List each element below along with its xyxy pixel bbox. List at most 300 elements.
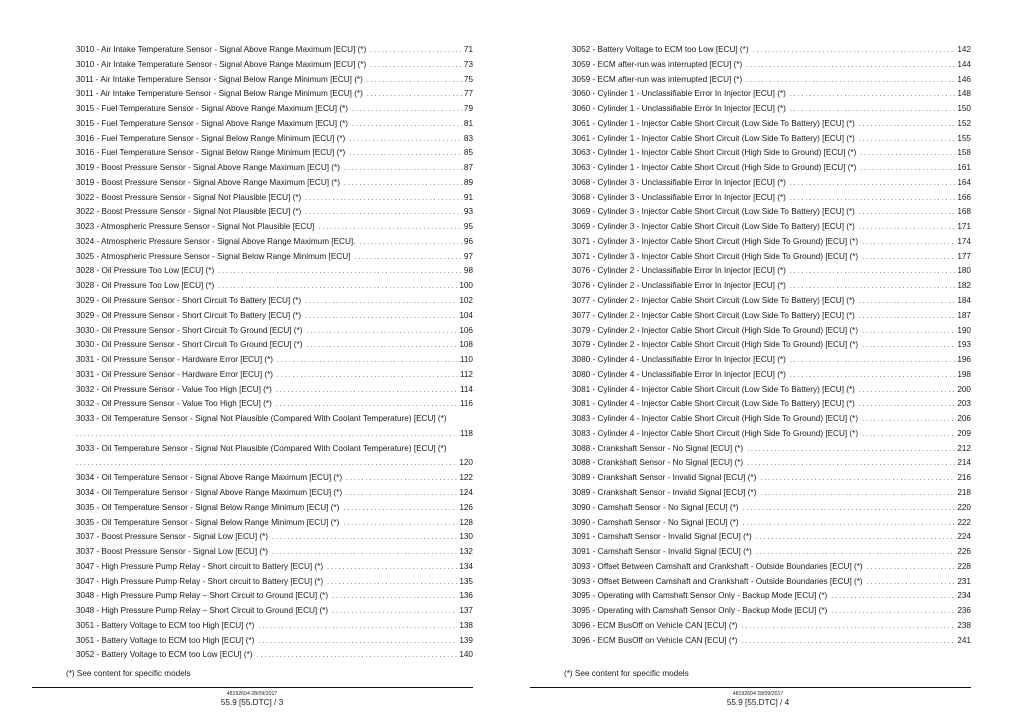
toc-entry[interactable] [76, 353, 473, 368]
entry-page-number: 120 [459, 458, 473, 468]
dot-leader [859, 309, 955, 324]
entry-title: 3059 - ECM after-run was interrupted [ECU] (*) [572, 59, 743, 69]
toc-entry[interactable] [572, 205, 971, 220]
entry-page-number: 224 [957, 532, 971, 542]
entry-title: 3063 - Cylinder 1 - Injector Cable Short Circuit (High Side to Ground) [ECU] (*) [572, 148, 857, 158]
entry-page-number: 102 [459, 296, 473, 306]
entry-page-number: 124 [459, 488, 473, 497]
toc-entry[interactable] [572, 117, 971, 132]
entry-page-number: 187 [957, 310, 971, 320]
entry-title: 3028 - Oil Pressure Too Low [ECU] (*) [76, 266, 215, 276]
dot-leader [859, 205, 955, 220]
page-label: 55.9 [55.DTC] / 3 [220, 698, 284, 707]
entry-page-number: 148 [957, 89, 971, 99]
entry-title: 3081 - Cylinder 4 - Injector Cable Short Circuit (Low Side To Battery) [ECU] (*) [572, 399, 855, 409]
footnote: (*) See content for specific models [66, 669, 191, 678]
toc-entry[interactable] [572, 338, 971, 353]
entry-title: 3095 - Operating with Camshaft Sensor Only - Backup Mode [ECU] (*) [572, 606, 828, 616]
entry-title: 3034 - Oil Temperature Sensor - Signal Above Range Maximum [ECU] (*) [76, 473, 343, 483]
entry-page-number: 77 [463, 89, 473, 99]
dot-leader [862, 250, 955, 265]
toc-entry[interactable] [572, 102, 971, 117]
toc-entry[interactable] [76, 383, 473, 398]
toc-entry[interactable] [572, 73, 971, 88]
entry-page-number: 96 [463, 236, 473, 246]
toc-entry[interactable] [76, 560, 473, 575]
entry-title: 3068 - Cylinder 3 - Unclassifiable Error In Injector [ECU] (*) [572, 177, 786, 187]
dot-leader [831, 604, 955, 619]
dot-leader [859, 294, 955, 309]
entry-title: 3052 - Battery Voltage to ECM too Low [ECU] (*) [76, 650, 253, 660]
entry-page-number: 135 [459, 576, 473, 586]
toc-entry[interactable] [572, 191, 971, 206]
dot-leader [756, 545, 956, 560]
entry-page-number: 152 [957, 118, 971, 128]
dot-leader [862, 235, 955, 250]
dot-leader [344, 176, 462, 191]
entry-title: 3030 - Oil Pressure Sensor - Short Circuit To Ground [ECU] (*) [76, 325, 303, 335]
toc-entry[interactable] [572, 545, 971, 560]
toc-entry[interactable] [76, 205, 473, 220]
dot-leader [305, 191, 462, 206]
entry-page-number: 214 [957, 458, 971, 468]
entry-page-number: 108 [459, 340, 473, 350]
entry-title: 3083 - Cylinder 4 - Injector Cable Short Circuit (High Side To Ground) [ECU] (*) [572, 414, 859, 424]
dot-leader [318, 220, 461, 235]
dot-leader [257, 648, 458, 663]
toc-entry[interactable] [76, 146, 473, 161]
dot-leader [746, 73, 955, 88]
entry-page-number: 238 [957, 620, 971, 630]
toc-entry[interactable] [572, 619, 971, 634]
dot-leader [258, 619, 457, 634]
entry-title: 3071 - Cylinder 3 - Injector Cable Short Circuit (High Side To Ground) [ECU] (*) [572, 236, 859, 246]
toc-entry[interactable] [76, 73, 473, 88]
toc-entry[interactable] [76, 397, 473, 412]
dot-leader [790, 102, 955, 117]
dot-leader [277, 368, 458, 383]
toc-entry[interactable] [76, 176, 473, 191]
toc-entry[interactable] [572, 279, 971, 294]
toc-entry[interactable] [76, 309, 473, 324]
entry-title: 3015 - Fuel Temperature Sensor - Signal Above Range Maximum [ECU] (*) [76, 118, 348, 128]
toc-entry[interactable] [572, 58, 971, 73]
dot-leader [862, 427, 955, 442]
entry-title: 3095 - Operating with Camshaft Sensor Only - Backup Mode [ECU] (*) [572, 591, 828, 601]
dot-leader [859, 383, 955, 398]
entry-title: 3091 - Camshaft Sensor - Invalid Signal [ECU] (*) [572, 547, 752, 557]
toc-entry[interactable] [572, 412, 971, 427]
toc-entry[interactable] [572, 456, 971, 471]
toc-entry[interactable] [76, 442, 473, 472]
dot-leader [218, 279, 457, 294]
entry-page-number: 177 [957, 251, 971, 261]
dot-leader [76, 456, 457, 471]
entry-title: 3016 - Fuel Temperature Sensor - Signal Below Range Minimum [ECU] (*) [76, 148, 346, 158]
dot-leader [352, 102, 462, 117]
toc-entry[interactable] [572, 471, 971, 486]
toc-entry[interactable] [572, 427, 971, 442]
dot-leader [859, 220, 955, 235]
dot-leader [344, 161, 462, 176]
entry-page-number: 155 [957, 133, 971, 143]
toc-entry[interactable] [572, 604, 971, 619]
entry-page-number: 241 [957, 635, 971, 645]
entry-title: 3047 - High Pressure Pump Relay - Short circuit to Battery [ECU] (*) [76, 576, 324, 586]
entry-title: 3010 - Air Intake Temperature Sensor - Signal Above Range Maximum [ECU] (*) [76, 59, 367, 69]
entry-title: 3096 - ECM BusOff on Vehicle CAN [ECU] (*) [572, 620, 738, 630]
entry-title: 3081 - Cylinder 4 - Injector Cable Short Circuit (Low Side To Battery) [ECU] (*) [572, 384, 855, 394]
entry-page-number: 226 [957, 547, 971, 557]
toc-entry[interactable] [572, 530, 971, 545]
entry-title: 3010 - Air Intake Temperature Sensor - Signal Above Range Maximum [ECU] (*) [76, 45, 367, 54]
toc-entry[interactable] [76, 250, 473, 265]
entry-page-number: 209 [957, 428, 971, 438]
entry-title: 3069 - Cylinder 3 - Injector Cable Short Circuit (Low Side To Battery) [ECU] (*) [572, 222, 855, 232]
dot-leader [332, 604, 457, 619]
entry-page-number: 171 [957, 222, 971, 232]
dot-leader [349, 146, 462, 161]
entry-title: 3031 - Oil Pressure Sensor - Hardware Error [ECU] (*) [76, 369, 274, 379]
entry-page-number: 110 [459, 355, 473, 365]
entry-title: 3091 - Camshaft Sensor - Invalid Signal [ECU] (*) [572, 532, 752, 542]
entry-page-number: 236 [957, 606, 971, 616]
entry-page-number: 79 [463, 104, 473, 114]
dot-leader [790, 353, 955, 368]
toc-entry[interactable] [76, 43, 473, 58]
entry-title: 3080 - Cylinder 4 - Unclassifiable Error In Injector [ECU] (*) [572, 355, 786, 365]
toc-entry[interactable] [572, 442, 971, 457]
entry-title: 3096 - ECM BusOff on Vehicle CAN [ECU] (*) [572, 635, 738, 645]
toc-entry[interactable] [572, 235, 971, 250]
entry-title: 3011 - Air Intake Temperature Sensor - Signal Below Range Minimum [ECU] (*) [76, 74, 363, 84]
toc-entry[interactable] [572, 397, 971, 412]
entry-page-number: 142 [957, 45, 971, 54]
toc-entry[interactable] [76, 58, 473, 73]
toc-entry[interactable] [76, 604, 473, 619]
dot-leader [790, 264, 955, 279]
entry-title: 3030 - Oil Pressure Sensor - Short Circuit To Ground [ECU] (*) [76, 340, 303, 350]
entry-title: 3077 - Cylinder 2 - Injector Cable Short Circuit (Low Side To Battery) [ECU] (*) [572, 310, 855, 320]
toc-entry[interactable] [76, 264, 473, 279]
dot-leader [860, 161, 955, 176]
toc-entry[interactable] [572, 486, 971, 501]
toc-entry[interactable] [76, 161, 473, 176]
toc-entry[interactable] [572, 575, 971, 590]
dot-leader [790, 87, 955, 102]
entry-title: 3080 - Cylinder 4 - Unclassifiable Error In Injector [ECU] (*) [572, 369, 786, 379]
toc-entry[interactable] [76, 220, 473, 235]
entry-title: 3090 - Camshaft Sensor - No Signal [ECU] (*) [572, 517, 739, 527]
entry-page-number: 104 [459, 310, 473, 320]
dot-leader [860, 146, 955, 161]
entry-page-number: 174 [957, 236, 971, 246]
entry-page-number: 134 [459, 561, 473, 571]
entry-title: 3068 - Cylinder 3 - Unclassifiable Error In Injector [ECU] (*) [572, 192, 786, 202]
dot-leader [790, 191, 955, 206]
dot-leader [76, 427, 458, 442]
dot-leader [354, 250, 461, 265]
entry-title: 3047 - High Pressure Pump Relay - Short circuit to Battery [ECU] (*) [76, 561, 324, 571]
entry-page-number: 137 [459, 606, 473, 616]
entry-page-number: 166 [957, 192, 971, 202]
toc-entry[interactable] [572, 220, 971, 235]
toc-entry[interactable] [572, 383, 971, 398]
toc-entry[interactable] [76, 589, 473, 604]
toc-entry[interactable] [572, 250, 971, 265]
toc-entry[interactable] [572, 324, 971, 339]
entry-page-number: 132 [459, 547, 473, 557]
dot-leader [343, 501, 457, 516]
entry-title: 3089 - Crankshaft Sensor - Invalid Signal [ECU] (*) [572, 473, 757, 483]
toc-entry[interactable] [76, 235, 473, 250]
dot-leader [747, 456, 955, 471]
entry-title: 3031 - Oil Pressure Sensor - Hardware Error [ECU] (*) [76, 355, 274, 365]
entry-title: 3023 - Atmospheric Pressure Sensor - Signal Not Plausible [ECU] [76, 222, 315, 232]
entry-page-number: 85 [463, 148, 473, 158]
toc-entry[interactable] [76, 191, 473, 206]
toc-entry[interactable] [572, 176, 971, 191]
toc-entry[interactable] [572, 589, 971, 604]
dot-leader [747, 442, 955, 457]
entry-page-number: 138 [459, 620, 473, 630]
toc-entry[interactable] [76, 294, 473, 309]
toc-entry[interactable] [76, 648, 473, 663]
dot-leader [306, 338, 457, 353]
entry-title: 3022 - Boost Pressure Sensor - Signal Not Plausible [ECU] (*) [76, 207, 302, 217]
entry-page-number: 139 [459, 635, 473, 645]
entry-title: 3048 - High Pressure Pump Relay – Short Circuit to Ground [ECU] (*) [76, 606, 329, 616]
dot-leader [367, 73, 462, 88]
footer-rule [32, 687, 473, 688]
entry-page-number: 130 [459, 532, 473, 542]
dot-leader [332, 589, 457, 604]
entry-page-number: 112 [459, 369, 473, 379]
entry-page-number: 164 [957, 177, 971, 187]
dot-leader [272, 530, 457, 545]
entry-page-number: 144 [957, 59, 971, 69]
entry-title: 3032 - Oil Pressure Sensor - Value Too High [ECU] (*) [76, 399, 272, 409]
dot-leader [352, 117, 462, 132]
toc-entry[interactable] [572, 516, 971, 531]
entry-title: 3090 - Camshaft Sensor - No Signal [ECU] (*) [572, 502, 739, 512]
entry-title: 3025 - Atmospheric Pressure Sensor - Signal Below Range Minimum [ECU] [76, 251, 351, 261]
entry-page-number: 136 [459, 591, 473, 601]
entry-page-number: 228 [957, 561, 971, 571]
entry-title: 3076 - Cylinder 2 - Unclassifiable Error In Injector [ECU] (*) [572, 281, 786, 291]
toc-entry[interactable] [572, 353, 971, 368]
dot-leader [831, 589, 955, 604]
dot-leader [753, 43, 956, 58]
entry-page-number: 220 [957, 502, 971, 512]
entry-page-number: 83 [463, 133, 473, 143]
entry-page-number: 158 [957, 148, 971, 158]
entry-page-number: 140 [459, 650, 473, 660]
entry-page-number: 116 [459, 399, 473, 409]
entry-title: 3071 - Cylinder 3 - Injector Cable Short Circuit (High Side To Ground) [ECU] (*) [572, 251, 859, 261]
page-label: 55.9 [55.DTC] / 4 [726, 698, 790, 707]
toc-entry[interactable] [76, 87, 473, 102]
entry-title: 3089 - Crankshaft Sensor - Invalid Signal [ECU] (*) [572, 487, 757, 497]
dot-leader [790, 176, 955, 191]
dot-leader [327, 575, 457, 590]
entry-title: 3037 - Boost Pressure Sensor - Signal Low [ECU] (*) [76, 547, 269, 557]
entry-page-number: 118 [459, 428, 473, 438]
entry-title: 3037 - Boost Pressure Sensor - Signal Low [ECU] (*) [76, 532, 269, 542]
entry-page-number: 97 [463, 251, 473, 261]
entry-title: 3019 - Boost Pressure Sensor - Signal Above Range Maximum [ECU] (*) [76, 177, 340, 187]
entry-title: 3035 - Oil Temperature Sensor - Signal Below Range Minimum [ECU] (*) [76, 502, 340, 512]
entry-page-number: 91 [463, 192, 473, 202]
entry-title: 3079 - Cylinder 2 - Injector Cable Short Circuit (High Side To Ground) [ECU] (*) [572, 340, 859, 350]
dot-leader [862, 412, 955, 427]
entry-title: 3033 - Oil Temperature Sensor - Signal Not Plausible (Compared With Coolant Temperature) [ECU] (*) [76, 443, 447, 453]
toc-entry[interactable] [76, 368, 473, 383]
entry-page-number: 184 [957, 296, 971, 306]
entry-title: 3024 - Atmospheric Pressure Sensor - Signal Above Range Maximum [ECU]. [76, 236, 356, 246]
toc-entry[interactable] [76, 132, 473, 147]
dot-leader [272, 545, 457, 560]
entry-title: 3063 - Cylinder 1 - Injector Cable Short Circuit (High Side to Ground) [ECU] (*) [572, 163, 857, 173]
entry-page-number: 126 [459, 502, 473, 512]
toc-list [76, 43, 473, 663]
entry-title: 3011 - Air Intake Temperature Sensor - Signal Below Range Minimum [ECU] (*) [76, 89, 363, 99]
dot-leader [743, 516, 956, 531]
toc-entry[interactable] [572, 132, 971, 147]
entry-page-number: 190 [957, 325, 971, 335]
entry-title: 3052 - Battery Voltage to ECM too Low [ECU] (*) [572, 45, 749, 54]
entry-page-number: 222 [957, 517, 971, 527]
entry-title: 3022 - Boost Pressure Sensor - Signal Not Plausible [ECU] (*) [76, 192, 302, 202]
page-right [508, 0, 1016, 720]
toc-entry[interactable] [76, 634, 473, 649]
dot-leader [862, 338, 955, 353]
toc-entry[interactable] [76, 279, 473, 294]
dot-leader [859, 117, 955, 132]
entry-title: 3034 - Oil Temperature Sensor - Signal Above Range Maximum [ECU] (*) [76, 488, 343, 497]
toc-entry[interactable] [572, 634, 971, 649]
entry-page-number: 71 [463, 45, 473, 54]
entry-page-number: 128 [459, 517, 473, 527]
toc-entry[interactable] [572, 161, 971, 176]
toc-entry[interactable] [76, 102, 473, 117]
entry-title: 3069 - Cylinder 3 - Injector Cable Short Circuit (Low Side To Battery) [ECU] (*) [572, 207, 855, 217]
entry-page-number: 98 [463, 266, 473, 276]
toc-entry[interactable] [76, 471, 473, 486]
dot-leader [343, 516, 457, 531]
entry-page-number: 81 [463, 118, 473, 128]
entry-page-number: 218 [957, 487, 971, 497]
entry-title: 3061 - Cylinder 1 - Injector Cable Short Circuit (Low Side To Battery) [ECU] (*) [572, 118, 855, 128]
entry-page-number: 193 [957, 340, 971, 350]
entry-page-number: 87 [463, 163, 473, 173]
dot-leader [741, 634, 955, 649]
dot-leader [790, 279, 955, 294]
entry-title: 3093 - Offset Between Camshaft and Crankshaft - Outside Boundaries [ECU] (*) [572, 561, 863, 571]
footnote: (*) See content for specific models [564, 669, 689, 678]
footer-rule [530, 687, 971, 688]
toc-entry[interactable] [572, 87, 971, 102]
toc-entry[interactable] [572, 264, 971, 279]
entry-title: 3051 - Battery Voltage to ECM too High [ECU] (*) [76, 620, 255, 630]
toc-entry[interactable] [572, 368, 971, 383]
entry-page-number: 106 [459, 325, 473, 335]
entry-page-number: 196 [957, 355, 971, 365]
entry-page-number: 216 [957, 473, 971, 483]
dot-leader [359, 235, 461, 250]
toc-entry[interactable] [76, 516, 473, 531]
toc-entry[interactable] [572, 309, 971, 324]
toc-entry[interactable] [76, 530, 473, 545]
dot-leader [743, 501, 956, 516]
dot-leader [370, 43, 462, 58]
dot-leader [370, 58, 462, 73]
toc-entry[interactable] [76, 501, 473, 516]
entry-page-number: 161 [957, 163, 971, 173]
entry-title: 3029 - Oil Pressure Sensor - Short Circuit To Battery [ECU] (*) [76, 310, 302, 320]
toc-entry[interactable] [76, 324, 473, 339]
entry-page-number: 122 [459, 473, 473, 483]
entry-title: 3059 - ECM after-run was interrupted [ECU] (*) [572, 74, 743, 84]
entry-title: 3016 - Fuel Temperature Sensor - Signal Below Range Minimum [ECU] (*) [76, 133, 346, 143]
entry-page-number: 73 [463, 59, 473, 69]
entry-title: 3019 - Boost Pressure Sensor - Signal Above Range Maximum [ECU] (*) [76, 163, 340, 173]
dot-leader [218, 264, 462, 279]
toc-entry[interactable] [572, 146, 971, 161]
toc-entry[interactable] [76, 117, 473, 132]
toc-entry[interactable] [76, 575, 473, 590]
dot-leader [305, 205, 462, 220]
doc-code: 48192604 28/09/2017 [226, 691, 278, 697]
entry-page-number: 150 [957, 104, 971, 114]
toc-entry[interactable] [76, 338, 473, 353]
dot-leader [305, 294, 457, 309]
toc-entry[interactable] [76, 486, 473, 501]
toc-entry[interactable] [572, 501, 971, 516]
entry-title: 3029 - Oil Pressure Sensor - Short Circuit To Battery [ECU] (*) [76, 296, 302, 306]
entry-page-number: 168 [957, 207, 971, 217]
dot-leader [258, 634, 457, 649]
entry-page-number: 95 [463, 222, 473, 232]
entry-page-number: 206 [957, 414, 971, 424]
toc-entry[interactable] [572, 560, 971, 575]
toc-entry[interactable] [76, 412, 473, 442]
toc-entry[interactable] [572, 294, 971, 309]
entry-title: 3088 - Crankshaft Sensor - No Signal [ECU] (*) [572, 458, 744, 468]
dot-leader [760, 486, 955, 501]
dot-leader [327, 560, 457, 575]
dot-leader [746, 58, 955, 73]
toc-entry[interactable] [76, 545, 473, 560]
dot-leader [859, 397, 955, 412]
toc-entry[interactable] [76, 619, 473, 634]
entry-page-number: 75 [463, 74, 473, 84]
toc-entry[interactable] [572, 43, 971, 58]
entry-title: 3015 - Fuel Temperature Sensor - Signal Above Range Maximum [ECU] (*) [76, 104, 348, 114]
entry-title: 3051 - Battery Voltage to ECM too High [ECU] (*) [76, 635, 255, 645]
dot-leader [790, 368, 955, 383]
entry-title: 3028 - Oil Pressure Too Low [ECU] (*) [76, 281, 215, 291]
entry-page-number: 93 [463, 207, 473, 217]
dot-leader [276, 397, 458, 412]
dot-leader [867, 575, 956, 590]
entry-title: 3079 - Cylinder 2 - Injector Cable Short Circuit (High Side To Ground) [ECU] (*) [572, 325, 859, 335]
entry-page-number: 198 [957, 369, 971, 379]
dot-leader [349, 132, 462, 147]
entry-title: 3093 - Offset Between Camshaft and Crankshaft - Outside Boundaries [ECU] (*) [572, 576, 863, 586]
dot-leader [277, 353, 458, 368]
dot-leader [859, 132, 955, 147]
